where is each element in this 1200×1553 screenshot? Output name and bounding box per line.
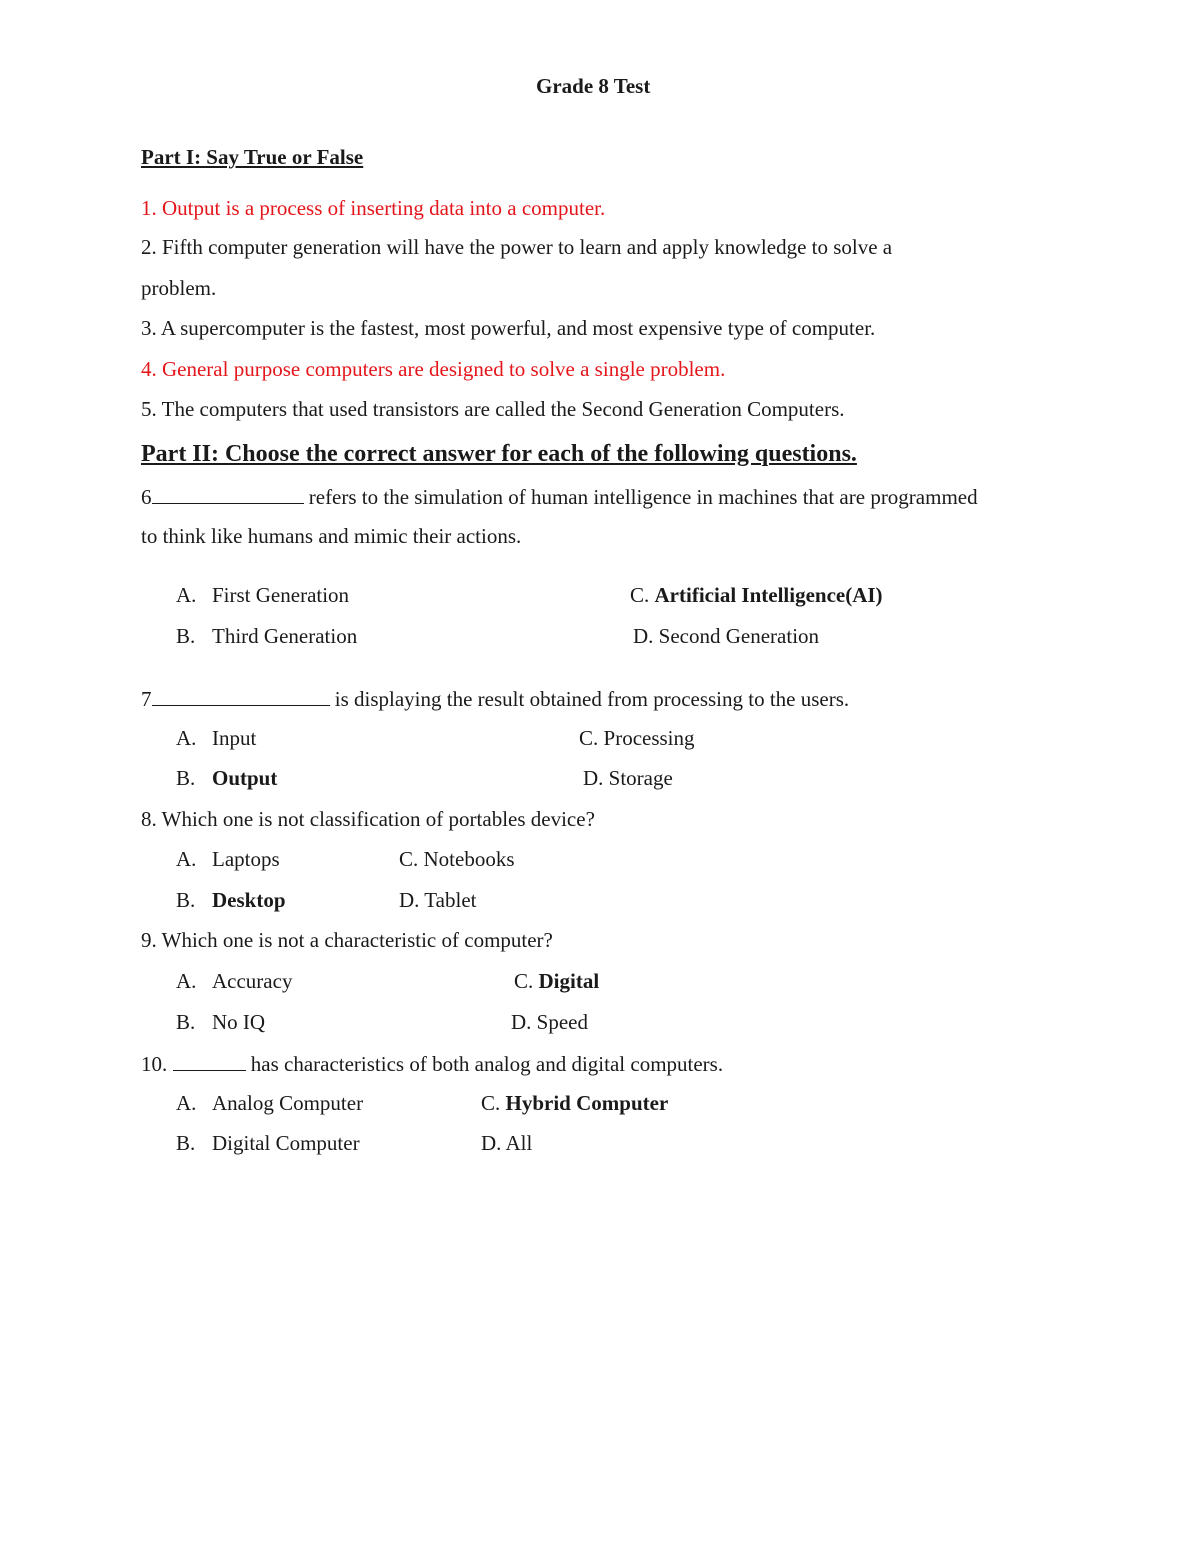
option-text: Tablet xyxy=(424,888,477,912)
option-letter: A. xyxy=(176,726,197,750)
option-letter: B. xyxy=(176,1010,196,1034)
question-text: refers to the simulation of human intelligence in machines that are programmed xyxy=(303,485,978,509)
question-6 xyxy=(141,485,978,508)
option-letter: C. xyxy=(399,847,419,871)
option-letter: B. xyxy=(176,766,196,790)
option-letter: A. xyxy=(176,583,197,607)
option-text: First Generation xyxy=(212,583,350,607)
option-letter: A. xyxy=(176,969,197,993)
question-7 xyxy=(141,687,849,710)
part1-heading: Part I: Say True or False xyxy=(141,145,364,169)
question-10 xyxy=(141,1052,723,1075)
page-title: Grade 8 Test xyxy=(536,74,651,98)
option-d xyxy=(633,626,819,647)
option-b xyxy=(176,626,357,647)
question-3: 3. A supercomputer is the fastest, most powerful, and most expensive type of computer. xyxy=(141,316,876,340)
option-d xyxy=(481,1133,532,1154)
option-d xyxy=(511,1012,588,1033)
option-text: Digital Computer xyxy=(212,1131,360,1155)
option-letter: C. xyxy=(514,969,534,993)
option-b xyxy=(176,1133,360,1154)
option-text: Analog Computer xyxy=(212,1091,364,1115)
option-letter: B. xyxy=(176,624,196,648)
correct-answer: Hybrid Computer xyxy=(505,1091,669,1115)
option-a xyxy=(176,728,256,749)
option-letter: B. xyxy=(176,888,196,912)
option-text: Processing xyxy=(603,726,695,750)
option-letter: D. xyxy=(399,888,420,912)
question-4: 4. General purpose computers are designed to solve a single problem. xyxy=(141,357,726,381)
option-letter: B. xyxy=(176,1131,196,1155)
correct-answer: Desktop xyxy=(212,888,286,912)
option-c xyxy=(399,849,515,870)
option-d xyxy=(399,890,476,911)
question-text: has characteristics of both analog and digital computers. xyxy=(245,1052,724,1076)
option-a xyxy=(176,585,349,606)
option-letter: D. xyxy=(511,1010,532,1034)
option-a xyxy=(176,971,292,992)
part2-heading: Part II: Choose the correct answer for each of the following questions. xyxy=(141,441,857,467)
option-letter: A. xyxy=(176,847,197,871)
question-6-continued: to think like humans and mimic their actions. xyxy=(141,524,522,548)
option-letter: A. xyxy=(176,1091,197,1115)
correct-answer: Output xyxy=(212,766,278,790)
option-text: Third Generation xyxy=(212,624,358,648)
option-letter: C. xyxy=(630,583,650,607)
option-b xyxy=(176,1012,265,1033)
option-letter: D. xyxy=(583,766,604,790)
answer-blank xyxy=(152,687,330,706)
option-c xyxy=(514,971,599,992)
correct-answer: Artificial Intelligence(AI) xyxy=(654,583,883,607)
question-5: 5. The computers that used transistors are called the Second Generation Computers. xyxy=(141,397,845,421)
option-b xyxy=(176,768,277,789)
option-text: Speed xyxy=(536,1010,588,1034)
option-text: Second Generation xyxy=(658,624,820,648)
question-number: 10. xyxy=(141,1052,173,1076)
answer-blank xyxy=(173,1052,246,1071)
option-text: Accuracy xyxy=(212,969,293,993)
option-text: Storage xyxy=(608,766,673,790)
option-a xyxy=(176,849,280,870)
question-number: 7 xyxy=(141,687,152,711)
option-letter: D. xyxy=(633,624,654,648)
option-letter: C. xyxy=(579,726,599,750)
question-number: 6 xyxy=(141,485,152,509)
option-b xyxy=(176,890,286,911)
question-8: 8. Which one is not classification of portables device? xyxy=(141,807,595,831)
question-text: is displaying the result obtained from processing to the users. xyxy=(329,687,850,711)
option-d xyxy=(583,768,673,789)
answer-blank xyxy=(152,485,304,504)
question-2-continued: problem. xyxy=(141,276,217,300)
option-text: Input xyxy=(212,726,257,750)
option-a xyxy=(176,1093,363,1114)
option-text: Laptops xyxy=(212,847,280,871)
option-letter: C. xyxy=(481,1091,501,1115)
question-2: 2. Fifth computer generation will have the power to learn and apply knowledge to solve a xyxy=(141,235,893,259)
option-text: No IQ xyxy=(212,1010,266,1034)
option-text: All xyxy=(505,1131,533,1155)
correct-answer: Digital xyxy=(538,969,600,993)
option-c xyxy=(579,728,695,749)
option-text: Notebooks xyxy=(423,847,515,871)
question-1: 1. Output is a process of inserting data into a computer. xyxy=(141,196,606,220)
option-c xyxy=(630,585,883,606)
question-9: 9. Which one is not a characteristic of computer? xyxy=(141,928,553,952)
option-letter: D. xyxy=(481,1131,502,1155)
option-c xyxy=(481,1093,668,1114)
